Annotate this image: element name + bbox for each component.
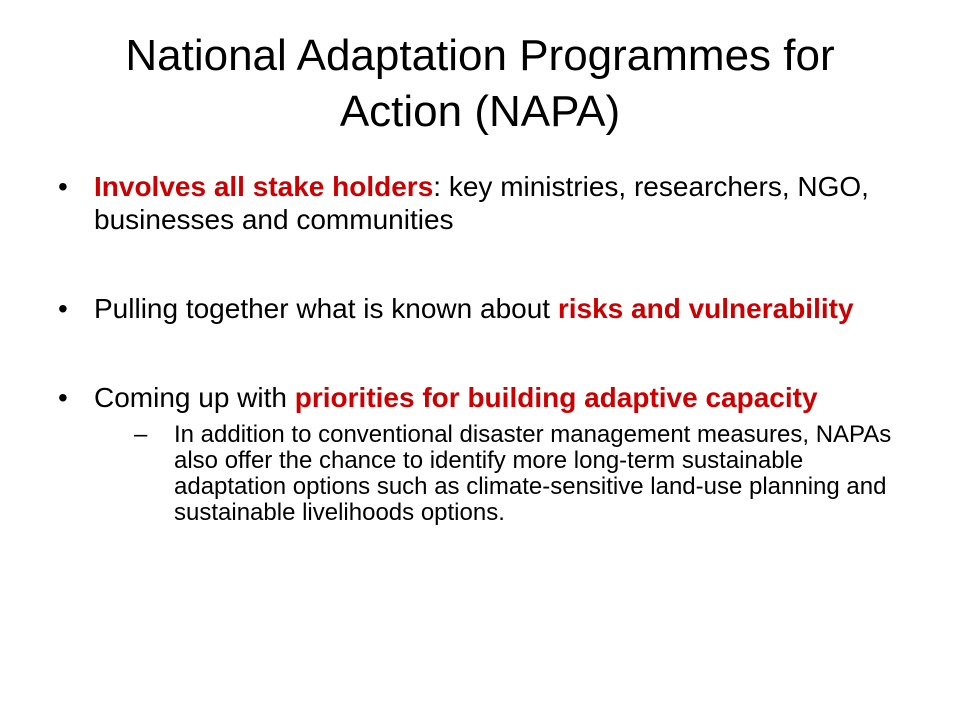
bullet-item-priorities	[58, 381, 918, 526]
sub-bullet-list	[94, 422, 918, 526]
bullet-highlight: risks and vulnerability	[557, 293, 854, 324]
slide-title-line-2: Action (NAPA)	[339, 87, 621, 136]
bullet-item-risks	[58, 292, 918, 325]
bullet-text: : key ministries, researchers, NGO, businesses and communities	[94, 171, 869, 235]
bullet-marker: •	[58, 293, 68, 324]
bullet-highlight: priorities for building adaptive capacity	[294, 382, 818, 413]
bullet-marker: •	[58, 382, 68, 413]
slide-title-line-1: National Adaptation Programmes for	[125, 31, 835, 80]
sub-bullet-item	[94, 422, 918, 526]
bullet-text: Pulling together what is known about	[94, 293, 558, 324]
bullet-text: Coming up with	[94, 382, 295, 413]
bullet-list	[58, 170, 918, 526]
sub-bullet-text: In addition to conventional disaster management measures, NAPAs also offer the chance to identify more long-term sustainable adaptation options such as climate-sensitive land-use planning and sustainable livelihoods options.	[174, 421, 892, 526]
bullet-highlight: Involves all stake holders	[94, 171, 434, 202]
slide-title	[40, 28, 920, 140]
bullet-marker: •	[58, 171, 68, 202]
bullet-item-stakeholders	[58, 170, 918, 236]
sub-bullet-marker: –	[134, 421, 148, 448]
